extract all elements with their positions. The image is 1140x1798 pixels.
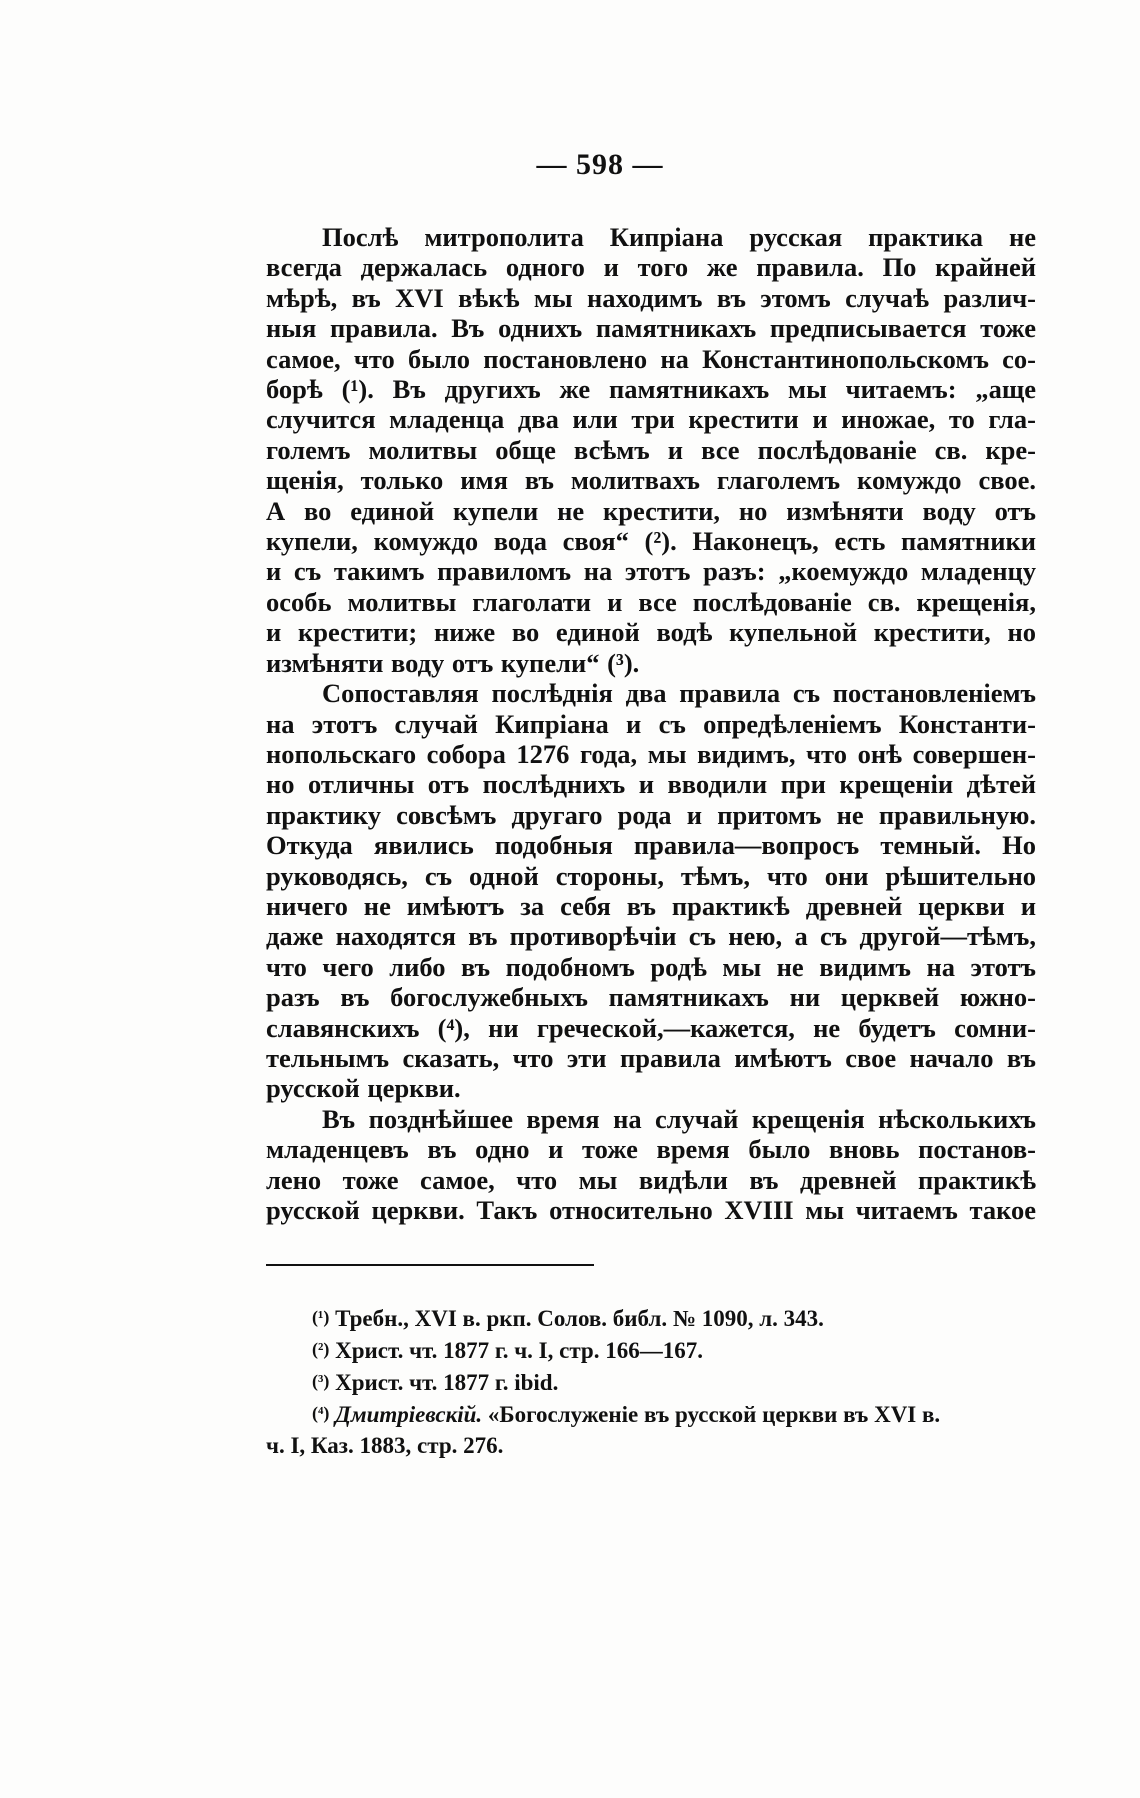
text-line: ныя правила. Въ однихъ памятникахъ предписывается тоже (266, 313, 1036, 344)
text-line: големъ молитвы обще всѣмъ и все послѣдованіе св. кре- (266, 434, 1036, 465)
text-line: всегда держалась одного и того же правила. По крайней (266, 252, 1036, 283)
text-line: Сопоставляя послѣднія два правила съ постановленіемъ (322, 678, 1036, 709)
text-line: А во единой купели не крестити, но измѣняти воду отъ (266, 495, 1036, 526)
paragraph-2 (266, 678, 1036, 1104)
text-line: что чего либо въ подобномъ родѣ мы не видимъ на этотъ (266, 951, 1036, 982)
text-line: русской церкви. Такъ относительно XVIII мы читаемъ такое (266, 1195, 1036, 1225)
paragraph-3 (266, 1104, 1036, 1226)
text-line: мѣрѣ, въ XVI вѣкѣ мы находимъ въ этомъ случаѣ различ- (266, 282, 1036, 313)
text-line: младенцевъ въ одно и тоже время было вновь постанов- (266, 1134, 1036, 1165)
footnote-author: Дмитріевскій. (335, 1402, 483, 1427)
footnote-text: «Богослуженіе въ русской церкви въ XVI в. (487, 1402, 941, 1427)
text-line: и крестити; ниже во единой водѣ купельной крестити, но (266, 617, 1036, 648)
footnote-mark: (²) (312, 1339, 330, 1359)
footnote-4-continuation: ч. I, Каз. 1883, стр. 276. (266, 1433, 504, 1458)
footnote-text: Требн., XVI в. ркп. Солов. библ. № 1090, л. 343. (335, 1306, 824, 1331)
page-number: — 598 — (536, 148, 664, 181)
footnote-text: Христ. чт. 1877 г. ibid. (335, 1370, 559, 1395)
text-line: практику совсѣмъ другаго рода и притомъ не правильную. (266, 799, 1036, 830)
text-line: даже находятся въ противорѣчіи съ нею, а съ другой—тѣмъ, (266, 921, 1036, 952)
text-line: ничего не имѣютъ за себя въ практикѣ древней церкви и (266, 890, 1036, 921)
footnotes (266, 1302, 1036, 1461)
text-line: борѣ (¹). Въ другихъ же памятникахъ мы читаемъ: „аще (266, 374, 1036, 405)
text-line: измѣняти воду отъ купели“ (³). (266, 647, 640, 678)
text-line: разъ въ богослужебныхъ памятникахъ ни церквей южно- (266, 982, 1036, 1013)
footnote-mark: (¹) (312, 1307, 330, 1327)
footnote-2 (266, 1334, 1036, 1366)
text-line: и съ такимъ правиломъ на этотъ разъ: „коемуждо младенцу (266, 556, 1036, 587)
main-text (266, 222, 1036, 1225)
text-line: лено тоже самое, что мы видѣли въ древней практикѣ (266, 1164, 1036, 1195)
text-line: особь молитвы глаголати и все послѣдованіе св. крещенія, (266, 586, 1036, 617)
text-line: купели, комуждо вода своя“ (²). Наконецъ, есть памятники (266, 526, 1036, 557)
text-line: русской церкви. (266, 1073, 461, 1104)
footnote-mark: (⁴) (312, 1403, 330, 1423)
text-line: на этотъ случай Кипріана и съ опредѣленіемъ Константи- (266, 708, 1036, 739)
text-line: но отличны отъ послѣднихъ и вводили при крещеніи дѣтей (266, 769, 1036, 800)
text-line: славянскихъ (⁴), ни греческой,—кажется, не будетъ сомни- (266, 1012, 1036, 1043)
footnote-4 (266, 1398, 1036, 1430)
footnote-mark: (³) (312, 1371, 330, 1391)
footnote-3 (266, 1366, 1036, 1398)
footnote-text: Христ. чт. 1877 г. ч. I, стр. 166—167. (335, 1338, 703, 1363)
text-line: Послѣ митрополита Кипріана русская практика не (322, 222, 1036, 252)
text-line: тельнымъ сказать, что эти правила имѣютъ свое начало въ (266, 1042, 1036, 1073)
text-line: Въ позднѣйшее время на случай крещенія нѣсколькихъ (322, 1103, 1036, 1134)
footnote-1 (266, 1302, 1036, 1334)
footnote-divider (266, 1264, 594, 1266)
text-line: самое, что было постановлено на Константинопольскомъ со- (266, 343, 1036, 374)
text-line: нопольскаго собора 1276 года, мы видимъ, что онѣ совершен- (266, 738, 1036, 769)
paragraph-1 (266, 222, 1036, 678)
text-line: Откуда явились подобныя правила—вопросъ темный. Но (266, 830, 1036, 861)
text-line: щенія, только имя въ молитвахъ глаголемъ комуждо свое. (266, 465, 1036, 496)
text-line: руководясь, съ одной стороны, тѣмъ, что они рѣшительно (266, 860, 1036, 891)
text-line: случится младенца два или три крестити и иножае, то гла- (266, 404, 1036, 435)
